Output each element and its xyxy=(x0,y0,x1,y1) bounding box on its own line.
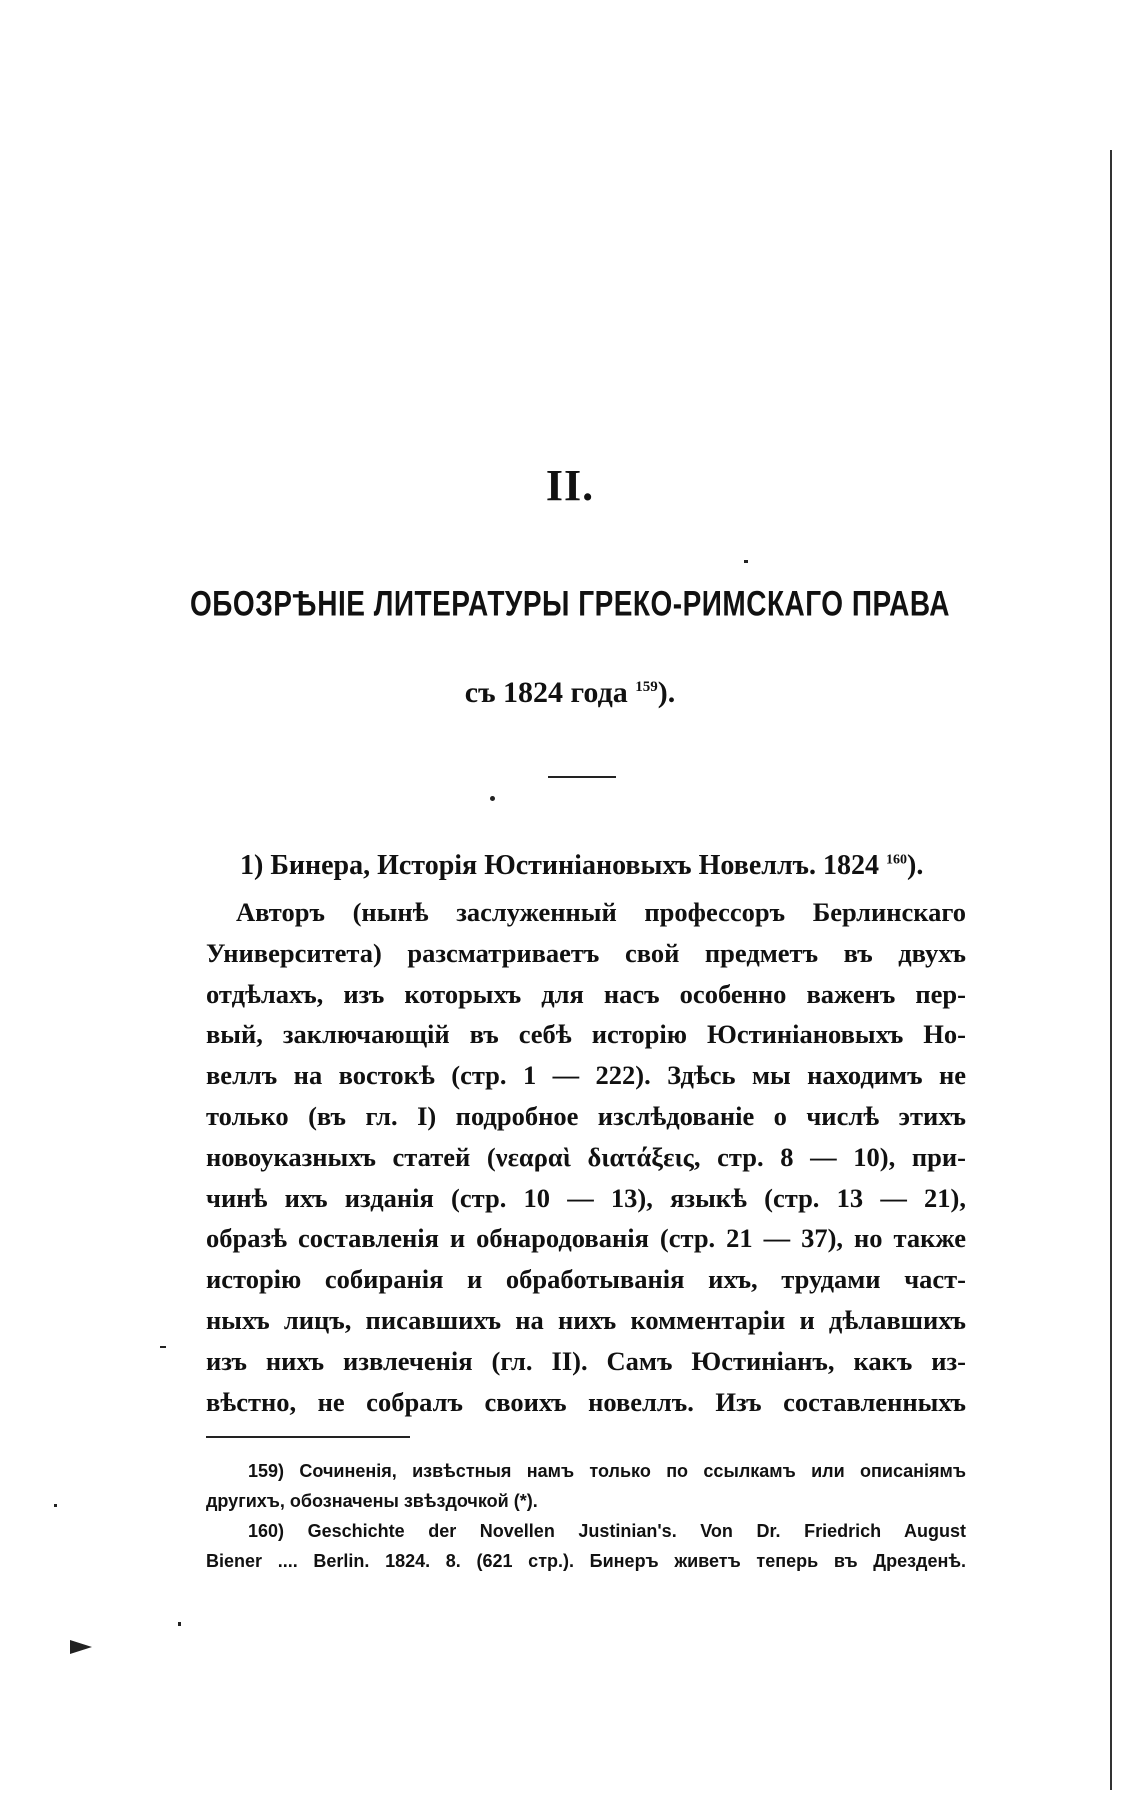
footnote-divider xyxy=(206,1436,410,1438)
heading-text: 1) Бинера, Исторія Юстиніановыхъ Новеллъ. 1824 xyxy=(240,850,886,881)
body-line: новоуказныхъ статей (νεαραὶ διατάξεις, стр. 8 — 10), при- xyxy=(206,1141,966,1172)
subtitle-close: ). xyxy=(657,676,676,709)
footnote-line: 160) Geschichte der Novellen Justinian's. Von Dr. Friedrich August xyxy=(248,1521,966,1541)
body-line: ныхъ лицъ, писавшихъ на нихъ комментаріи и дѣлавшихъ xyxy=(206,1304,966,1335)
scan-speck xyxy=(490,796,495,801)
body-line: только (въ гл. I) подробное изслѣдованіе о числѣ этихъ xyxy=(206,1100,966,1131)
subtitle-text: съ 1824 года xyxy=(464,676,636,709)
body-line: изъ нихъ извлеченія (гл. II). Самъ Юстиніанъ, какъ из- xyxy=(206,1345,966,1376)
body-line: веллъ на востокѣ (стр. 1 — 222). Здѣсь мы находимъ не xyxy=(206,1060,966,1091)
chapter-subtitle xyxy=(0,676,1140,710)
scan-arrow-mark xyxy=(70,1638,92,1656)
body-line: Университета) разсматриваетъ свой предметъ въ двухъ xyxy=(206,937,966,968)
footnotes xyxy=(206,1456,966,1576)
body-line: отдѣлахъ, изъ которыхъ для насъ особенно важенъ пер- xyxy=(206,978,966,1009)
body-line: чинѣ ихъ изданія (стр. 10 — 13), языкѣ (стр. 13 — 21), xyxy=(206,1182,966,1213)
heading-footnote-ref: 160 xyxy=(886,852,907,868)
body-line: Авторъ (нынѣ заслуженный профессоръ Берлинскаго xyxy=(236,897,966,927)
chapter-title: ОБОЗРѢНІЕ ЛИТЕРАТУРЫ ГРЕКО-РИМСКАГО ПРАВА xyxy=(190,584,950,623)
section-divider xyxy=(548,776,616,778)
page-edge-line xyxy=(1110,150,1112,1790)
footnote-line: другихъ, обозначены звѣздочкой (*). xyxy=(206,1491,538,1511)
chapter-number: II. xyxy=(545,461,595,510)
body-paragraph xyxy=(206,892,966,1422)
footnote-line: 159) Сочиненія, извѣстныя намъ только по ссылкамъ или описаніямъ xyxy=(248,1461,966,1481)
body-line: вѣстно, не собралъ своихъ новеллъ. Изъ составленныхъ xyxy=(206,1386,966,1417)
body-line: исторію собиранія и обработыванія ихъ, трудами част- xyxy=(206,1264,966,1295)
body-line: вый, заключающій въ себѣ исторію Юстиніановыхъ Но- xyxy=(206,1019,966,1050)
scan-speck xyxy=(744,560,748,563)
scan-speck xyxy=(160,1346,166,1348)
scan-speck xyxy=(54,1504,57,1507)
heading-close: ). xyxy=(907,850,924,881)
section-heading xyxy=(240,850,980,882)
body-line: образѣ составленія и обнародованія (стр. 21 — 37), но также xyxy=(206,1223,966,1254)
subtitle-footnote-ref: 159 xyxy=(635,679,658,695)
footnote-line: Biener .... Berlin. 1824. 8. (621 стр.). Бинеръ живетъ теперь въ Дрезденѣ. xyxy=(206,1551,966,1571)
scan-speck xyxy=(178,1622,181,1626)
